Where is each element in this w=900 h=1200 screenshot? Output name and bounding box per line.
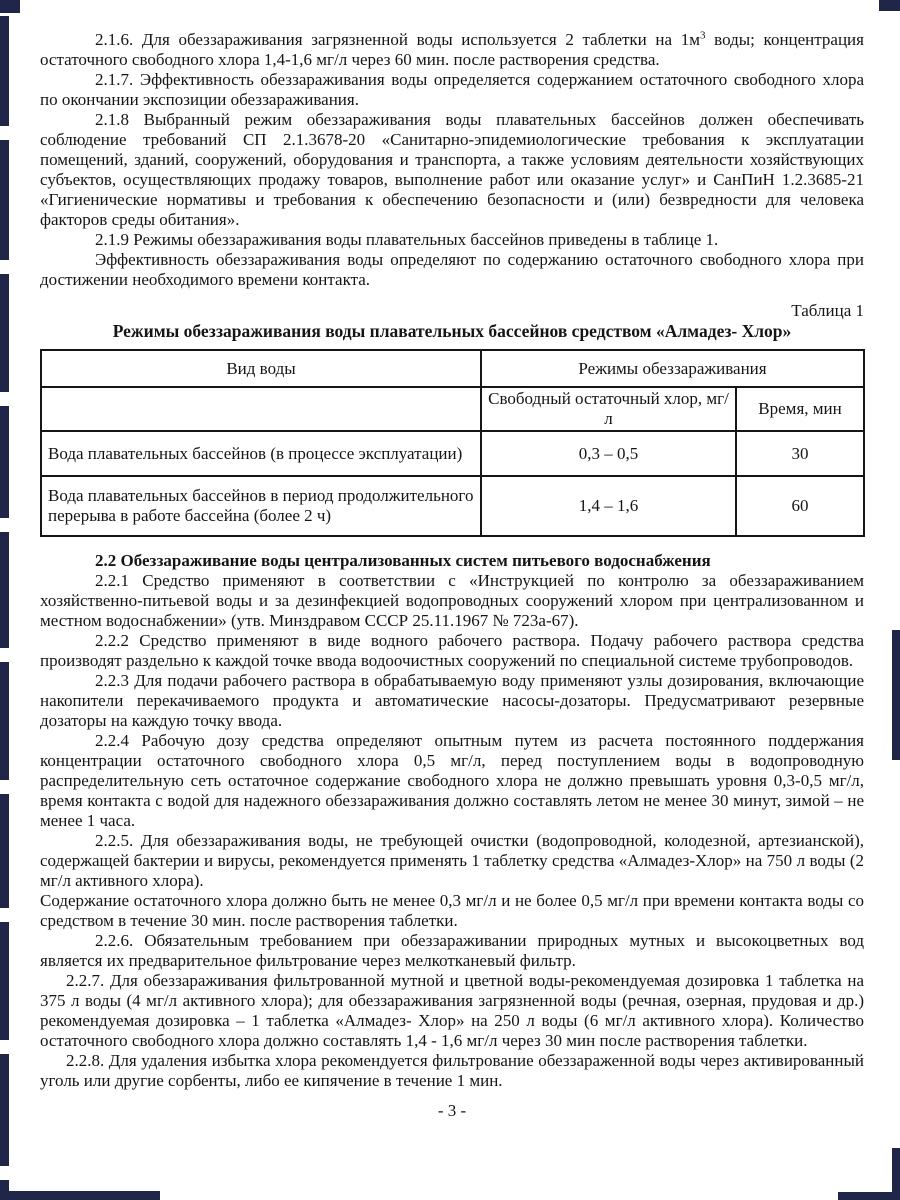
scan-edge-mark [0, 662, 9, 780]
header-time: Время, мин [736, 387, 864, 431]
scan-edge-mark [0, 16, 9, 126]
table-caption: Таблица 1 [791, 301, 864, 320]
paragraph-residual-chlorine: Содержание остаточного хлора должно быть не менее 0,3 мг/л и не более 0,5 мг/л при времени контакта воды со средством в течение 30 мин. после растворения таблетки. [40, 891, 864, 930]
cell-time: 30 [736, 431, 864, 476]
page-number: - 3 - [437, 1101, 467, 1120]
header-free-chlorine: Свободный остаточный хлор, мг/л [481, 387, 736, 431]
paragraph-2-2-7: 2.2.7. Для обеззараживания фильтрованной мутной и цветной воды-рекомендуемая дозировка 1 таблетка на 375 л воды (4 мг/л активного хлора); для обеззараживания загрязненной воды (речная, озерная, прудовая и др.) рекомендуемая дозировка – 1 таблетка «Алмадез- Хлор» на 250 л воды (6 мг/л активного хлора). Количество остаточного свободного хлора должно составлять 1,4 - 1,6 мг/л через 30 мин после растворения таблетки. [40, 971, 864, 1050]
paragraph-2-2-5: 2.2.5. Для обеззараживания воды, не требующей очистки (водопроводной, колодезной, артезианской), содержащей бактерии и вирусы, рекомендуется применять 1 таблетку средства «Алмадез-Хлор» на 750 л воды (2 мг/л активного хлора). [40, 831, 864, 890]
paragraph-effectiveness: Эффективность обеззараживания воды определяют по содержанию остаточного свободного хлора при достижении необходимого времени контакта. [40, 250, 864, 289]
scan-edge-mark [0, 922, 9, 1040]
superscript-cubed: 3 [700, 29, 706, 42]
scan-edge-mark [0, 140, 9, 260]
table-row [41, 476, 864, 536]
paragraph-2-2-4: 2.2.4 Рабочую дозу средства определяют опытным путем из расчета постоянного поддержания концентрации остаточного свободного хлора 0,5 мг/л, перед поступлением воды в водопроводную распределительную сеть остаточное содержание свободного хлора не должно превышать уровня 0,3-0,5 мг/л, время контакта с водой для надежного обеззараживания должно составлять летом не менее 30 минут, зимой – не менее 1 часа. [40, 731, 864, 830]
paragraph-2-1-6-text: 2.1.6. Для обеззараживания загрязненной воды используется 2 таблетки на 1м [95, 30, 700, 49]
scan-edge-mark [0, 0, 20, 13]
scan-edge-mark [0, 532, 9, 648]
scan-edge-mark [838, 1192, 900, 1200]
scan-edge-mark [0, 1054, 9, 1166]
table-header-row-1 [41, 350, 864, 387]
section-heading-2-2: 2.2 Обеззараживание воды централизованных систем питьевого водоснабжения [95, 551, 711, 570]
paragraph-2-1-9: 2.1.9 Режимы обеззараживания воды плавательных бассейнов приведены в таблице 1. [95, 230, 719, 249]
scan-edge-mark [0, 1191, 160, 1200]
header-modes-group: Режимы обеззараживания [481, 350, 864, 387]
document-content [40, 30, 864, 1121]
paragraph-2-2-6: 2.2.6. Обязательным требованием при обеззараживании природных мутных и высокоцветных вод является их предварительное фильтрование через мелкотканевый фильтр. [40, 931, 864, 970]
scan-edge-mark [879, 0, 900, 11]
table-row [41, 431, 864, 476]
disinfection-modes-table [40, 349, 865, 537]
cell-water-type: Вода плавательных бассейнов в период продолжительного перерыва в работе бассейна (более 2 ч) [41, 476, 481, 536]
cell-time: 60 [736, 476, 864, 536]
scan-edge-mark [0, 794, 9, 908]
scan-edge-mark [0, 274, 9, 392]
header-water-type: Вид воды [41, 350, 481, 387]
paragraph-2-1-6-text-cont: воды; концентрация остаточного свободного хлора 1,4-1,6 мг/л через 60 мин. после растворения средства. [40, 30, 864, 69]
scan-edge-mark [0, 406, 9, 518]
table-header-row-2 [41, 387, 864, 431]
cell-chlorine: 0,3 – 0,5 [481, 431, 736, 476]
paragraph-2-2-8: 2.2.8. Для удаления избытка хлора рекомендуется фильтрование обеззараженной воды через активированный уголь или другие сорбенты, либо ее кипячение в течение 1 мин. [40, 1051, 864, 1090]
scan-edge-mark [892, 630, 900, 760]
paragraph-2-1-7: 2.1.7. Эффективность обеззараживания воды определяется содержанием остаточного свободного хлора по окончании экспозиции обеззараживания. [40, 70, 864, 109]
table-title: Режимы обеззараживания воды плавательных бассейнов средством «Алмадез- Хлор» [112, 321, 792, 341]
cell-water-type: Вода плавательных бассейнов (в процессе эксплуатации) [41, 431, 481, 476]
paragraph-2-1-6 [40, 30, 864, 70]
paragraph-2-2-2: 2.2.2 Средство применяют в виде водного рабочего раствора. Подачу рабочего раствора средства производят раздельно к каждой точке ввода водоочистных сооружений по специальной системе трубопроводов. [40, 631, 864, 670]
cell-chlorine: 1,4 – 1,6 [481, 476, 736, 536]
paragraph-2-2-1: 2.2.1 Средство применяют в соответствии с «Инструкцией по контролю за обеззараживанием хозяйственно-питьевой воды и за дезинфекцией водопроводных сооружений хлором при централизованном и местном водоснабжении» (утв. Минздравом СССР 25.11.1967 № 723а-67). [40, 571, 864, 630]
paragraph-2-2-3: 2.2.3 Для подачи рабочего раствора в обрабатываемую воду применяют узлы дозирования, включающие накопители перекачиваемого продукта и автоматические насосы-дозаторы. Предусматривают резервные дозаторы на каждую точку ввода. [40, 671, 864, 730]
paragraph-2-1-8: 2.1.8 Выбранный режим обеззараживания воды плавательных бассейнов должен обеспечивать соблюдение требований СП 2.1.3678-20 «Санитарно-эпидемиологические требования к эксплуатации помещений, зданий, сооружений, оборудования и транспорта, а также условиям деятельности хозяйствующих субъектов, осуществляющих продажу товаров, выполнение работ или оказание услуг» и СанПиН 1.2.3685-21 «Гигиенические нормативы и требования к обеспечению безопасности и (или) безвредности для человека факторов среды обитания». [40, 110, 864, 229]
header-empty-cell [41, 387, 481, 431]
